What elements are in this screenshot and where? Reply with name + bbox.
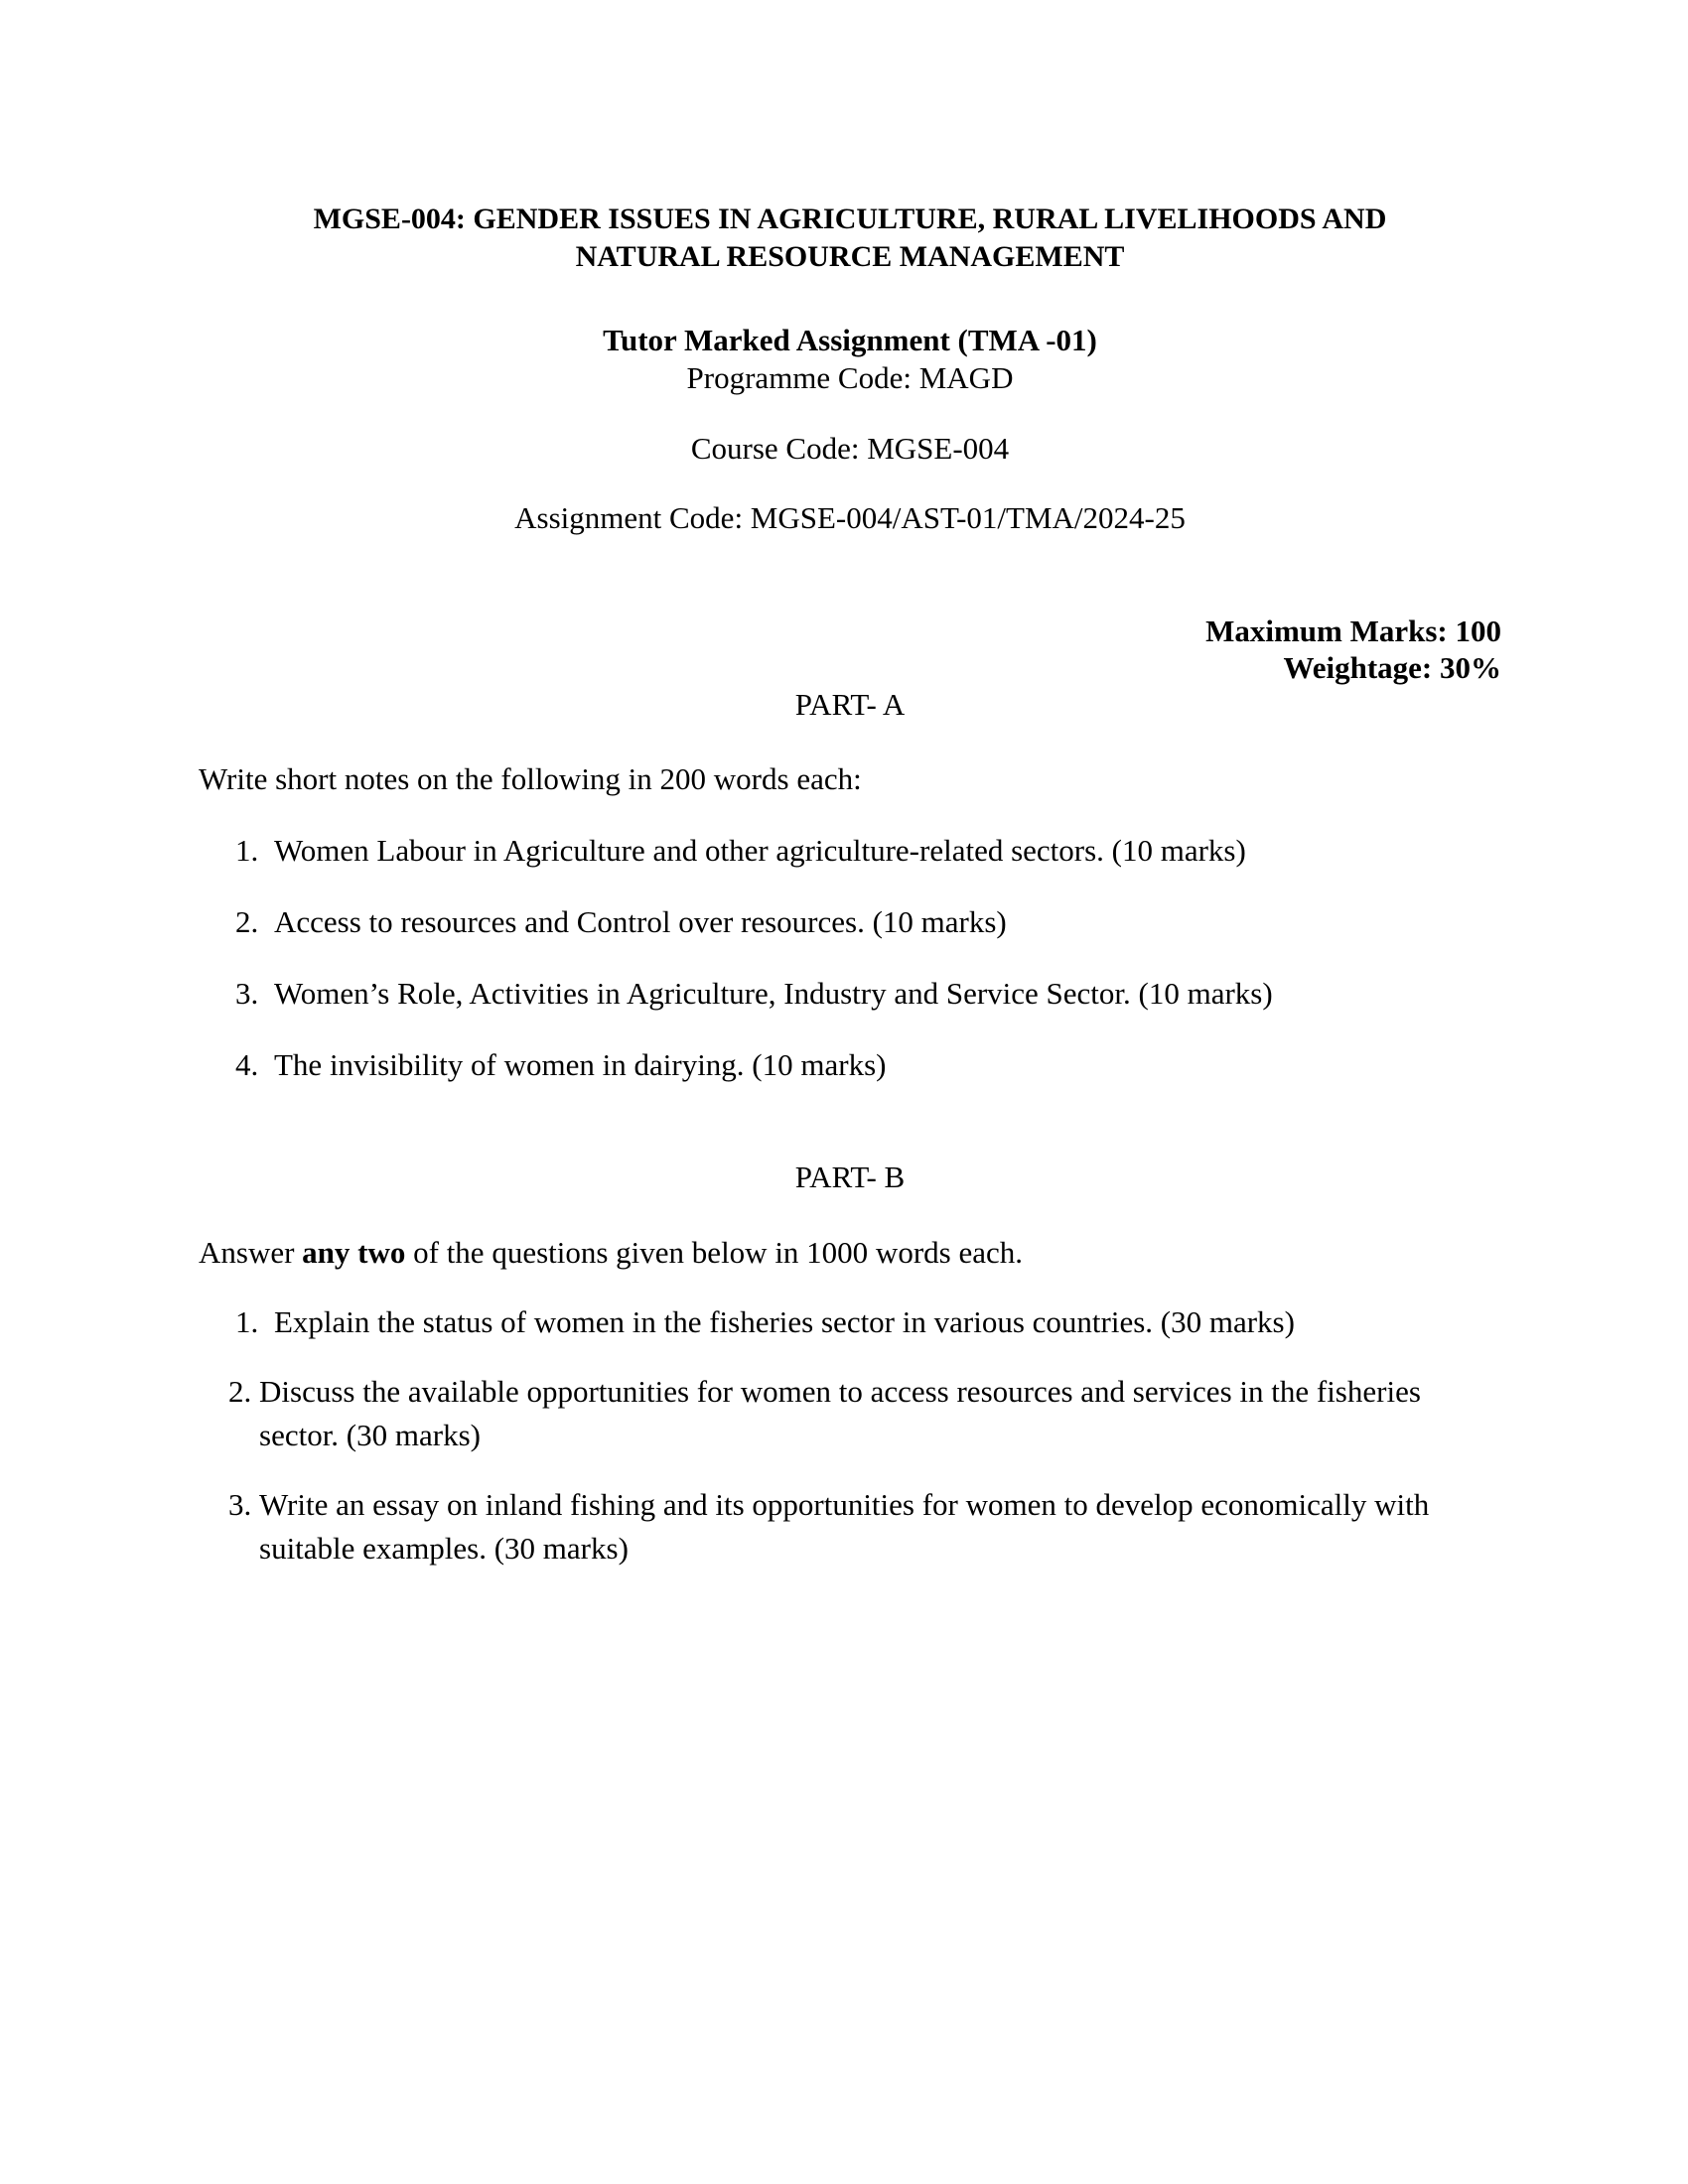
item-number: 1. bbox=[235, 833, 259, 868]
instruction-suffix: of the questions given below in 1000 words each. bbox=[405, 1235, 1023, 1270]
marks-block bbox=[199, 613, 1501, 686]
item-number: 4. bbox=[235, 1047, 259, 1082]
doc-title-line-2: NATURAL RESOURCE MANAGEMENT bbox=[575, 240, 1125, 273]
programme-code: Programme Code: MAGD bbox=[686, 360, 1014, 395]
course-code: Course Code: MGSE-004 bbox=[690, 431, 1010, 466]
item-number: 3. bbox=[235, 976, 259, 1011]
part-b-item-2 bbox=[228, 1370, 1501, 1457]
doc-title-line-1: MGSE-004: GENDER ISSUES IN AGRICULTURE, RURAL LIVELIHOODS AND bbox=[313, 203, 1387, 235]
doc-title bbox=[199, 201, 1501, 276]
part-b-instruction bbox=[199, 1231, 1501, 1275]
part-a-item-4 bbox=[235, 1043, 1501, 1087]
item-text: Women’s Role, Activities in Agriculture, Industry and Service Sector. (10 marks) bbox=[274, 976, 1273, 1011]
part-a-item-3 bbox=[235, 972, 1501, 1016]
part-b-list bbox=[199, 1300, 1501, 1570]
part-a-list bbox=[199, 829, 1501, 1087]
item-text: The invisibility of women in dairying. (10 marks) bbox=[274, 1047, 887, 1082]
assignment-code: Assignment Code: MGSE-004/AST-01/TMA/2024-25 bbox=[514, 500, 1186, 535]
item-text: Women Labour in Agriculture and other agriculture-related sectors. (10 marks) bbox=[274, 833, 1246, 868]
instruction-prefix: Answer bbox=[199, 1235, 303, 1270]
item-text: Write an essay on inland fishing and its opportunities for women to develop economically with suitable examples. (30 marks) bbox=[259, 1487, 1430, 1566]
item-number: 2. bbox=[235, 904, 259, 939]
part-a-item-2 bbox=[235, 900, 1501, 944]
item-number: 1. bbox=[235, 1304, 259, 1339]
item-number: 2. bbox=[228, 1374, 252, 1409]
weightage: Weightage: 30% bbox=[1283, 650, 1501, 685]
maximum-marks: Maximum Marks: 100 bbox=[1205, 614, 1501, 648]
item-text: Access to resources and Control over resources. (10 marks) bbox=[274, 904, 1007, 939]
item-text: Discuss the available opportunities for women to access resources and services in the fisheries sector. (30 marks) bbox=[259, 1374, 1421, 1452]
instruction-bold-phrase: any two bbox=[302, 1235, 406, 1270]
part-b-item-3 bbox=[228, 1483, 1501, 1570]
part-a-instruction: Write short notes on the following in 200 words each: bbox=[199, 761, 862, 796]
assignment-title: Tutor Marked Assignment (TMA -01) bbox=[603, 323, 1097, 357]
item-text: Explain the status of women in the fisheries sector in various countries. (30 marks) bbox=[274, 1304, 1295, 1339]
part-b-item-1 bbox=[235, 1300, 1501, 1344]
item-number: 3. bbox=[228, 1487, 252, 1522]
part-a-item-1 bbox=[235, 829, 1501, 873]
part-a-heading: PART- A bbox=[794, 687, 906, 722]
part-b-heading: PART- B bbox=[794, 1160, 906, 1194]
